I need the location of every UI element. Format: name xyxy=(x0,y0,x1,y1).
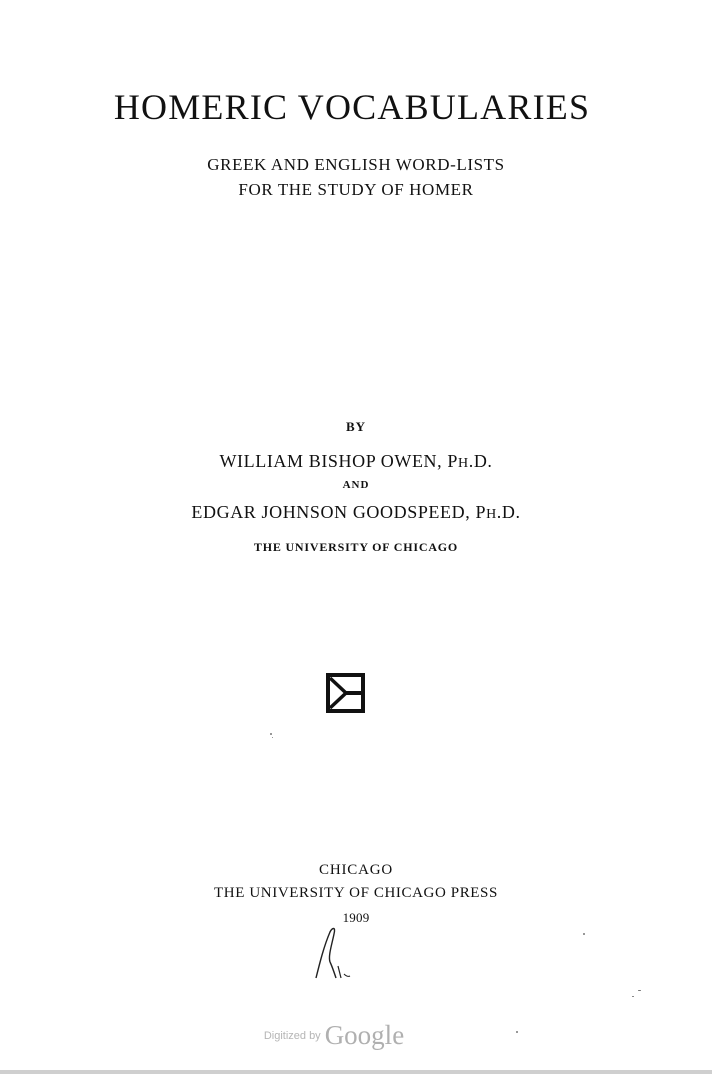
paper-speck xyxy=(632,996,634,997)
imprint-publisher: THE UNIVERSITY OF CHICAGO PRESS xyxy=(214,885,498,901)
author-2 xyxy=(0,502,712,523)
subtitle-line-1: GREEK AND ENGLISH WORD-LISTS xyxy=(207,155,505,174)
digitized-by-label: Digitized by xyxy=(263,1029,321,1042)
google-wordmark: Google xyxy=(324,1020,405,1050)
paper-speck xyxy=(270,733,272,735)
handwritten-mark-icon xyxy=(312,922,362,982)
paper-speck xyxy=(583,933,585,935)
book-title: HOMERIC VOCABULARIES xyxy=(113,87,591,127)
author-2-name: EDGAR JOHNSON GOODSPEED, xyxy=(191,502,471,522)
author-2-degree: PH.D. xyxy=(475,502,521,522)
author-1-name: WILLIAM BISHOP OWEN, xyxy=(219,451,443,471)
paper-speck xyxy=(272,737,273,738)
imprint-city: CHICAGO xyxy=(319,862,393,878)
byline: BY xyxy=(345,419,367,434)
imprint-year: 1909 xyxy=(342,910,370,925)
publisher-device-icon xyxy=(326,673,365,713)
affiliation: THE UNIVERSITY OF CHICAGO xyxy=(253,540,459,554)
page-bottom-edge xyxy=(0,1070,712,1074)
author-1 xyxy=(0,451,712,472)
subtitle-line-2: FOR THE STUDY OF HOMER xyxy=(238,180,474,199)
author-1-degree: PH.D. xyxy=(447,451,493,471)
digitization-watermark xyxy=(0,1020,712,1051)
conjunction: AND xyxy=(342,479,370,491)
paper-speck xyxy=(638,990,641,991)
